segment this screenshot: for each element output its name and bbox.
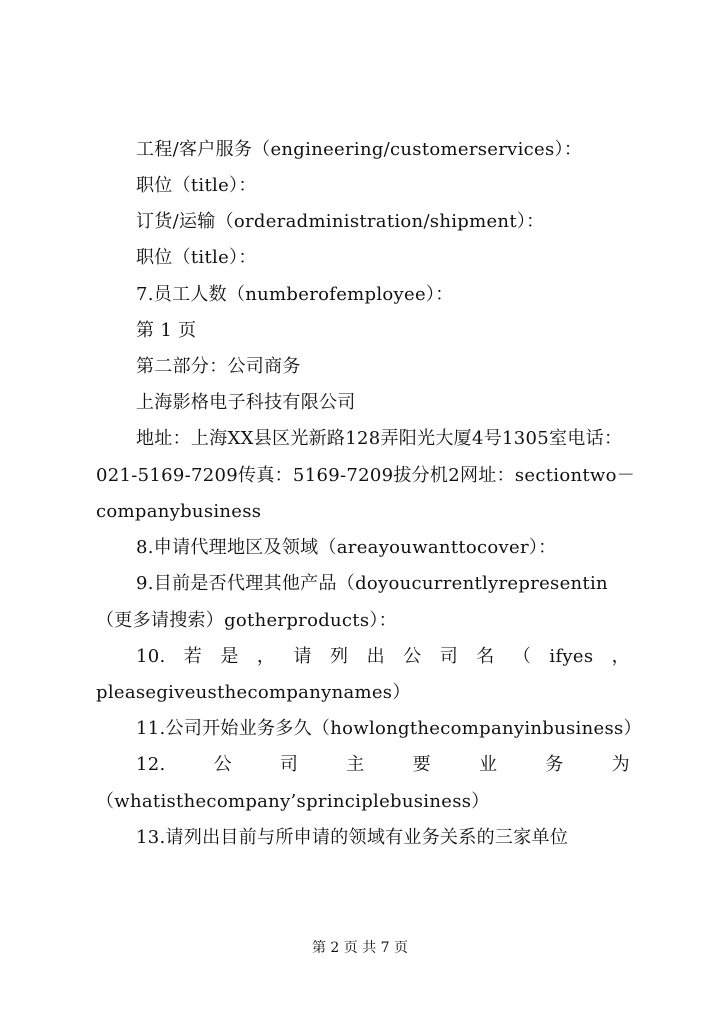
q12-token: 务 <box>545 754 564 775</box>
q12-token: 公 <box>213 754 232 775</box>
question-13: 13.请列出目前与所申请的领域有业务关系的三家单位 <box>136 827 569 848</box>
question-9: 9.目前是否代理其他产品（doyoucurrentlyrepresentin <box>136 573 608 594</box>
question-12 <box>136 753 630 777</box>
company-business-label: companybusiness <box>96 501 262 522</box>
q12-token: 要 <box>412 754 431 775</box>
field-title-1: 职位（title）： <box>136 175 257 196</box>
q10-token: 司 <box>439 646 459 667</box>
q12-token: 主 <box>346 754 365 775</box>
q12-token: 业 <box>478 754 498 775</box>
q10-token: （ <box>512 646 532 667</box>
q10-token: 列 <box>330 646 349 667</box>
question-10-continued: pleasegiveusthecompanynames） <box>96 682 411 703</box>
q12-token: 为 <box>611 754 630 775</box>
field-engineering-customer-services: 工程/客户服务（engineering/customerservices）： <box>136 139 583 160</box>
company-address: 地址：上海XX县区光新路128弄阳光大厦4号1305室电话： <box>136 428 623 449</box>
q10-token: 出 <box>366 646 385 667</box>
question-9-continued: （更多请搜索）gotherproducts）： <box>96 610 397 631</box>
q10-token: 请 <box>293 646 312 667</box>
q10-token: 名 <box>476 646 495 667</box>
field-title-2: 职位（title）： <box>136 247 257 268</box>
page-footer: 第 2 页 共 7 页 <box>311 940 409 956</box>
q10-token: 10. <box>136 646 166 667</box>
q10-token: 公 <box>403 646 422 667</box>
q12-token: 12. <box>136 754 166 775</box>
section-heading: 第二部分：公司商务 <box>136 356 301 377</box>
field-number-of-employee: 7.员工人数（numberofemployee）： <box>136 284 454 305</box>
q10-token: ifyes <box>549 646 594 667</box>
q12-token: 司 <box>279 754 299 775</box>
q10-token: 若 <box>183 646 203 667</box>
field-order-administration-shipment: 订货/运输（orderadministration/shipment）： <box>136 211 545 232</box>
company-name: 上海影格电子科技有限公司 <box>136 392 356 413</box>
question-11: 11.公司开始业务多久（howlongthecompanyinbusiness） <box>136 718 642 739</box>
embedded-page-number: 第 1 页 <box>136 320 197 341</box>
question-12-continued: （whatisthecompany’sprinciplebusiness） <box>96 791 490 812</box>
question-8: 8.申请代理地区及领域（areayouwanttocover）： <box>136 537 557 558</box>
q10-token: ， <box>256 646 276 667</box>
question-10 <box>136 645 630 669</box>
company-contact: 021-5169-7209传真：5169-7209拔分机2网址：sectiontwo－ <box>96 465 636 486</box>
q10-token: ， <box>611 646 630 667</box>
q10-token: 是 <box>220 646 239 667</box>
